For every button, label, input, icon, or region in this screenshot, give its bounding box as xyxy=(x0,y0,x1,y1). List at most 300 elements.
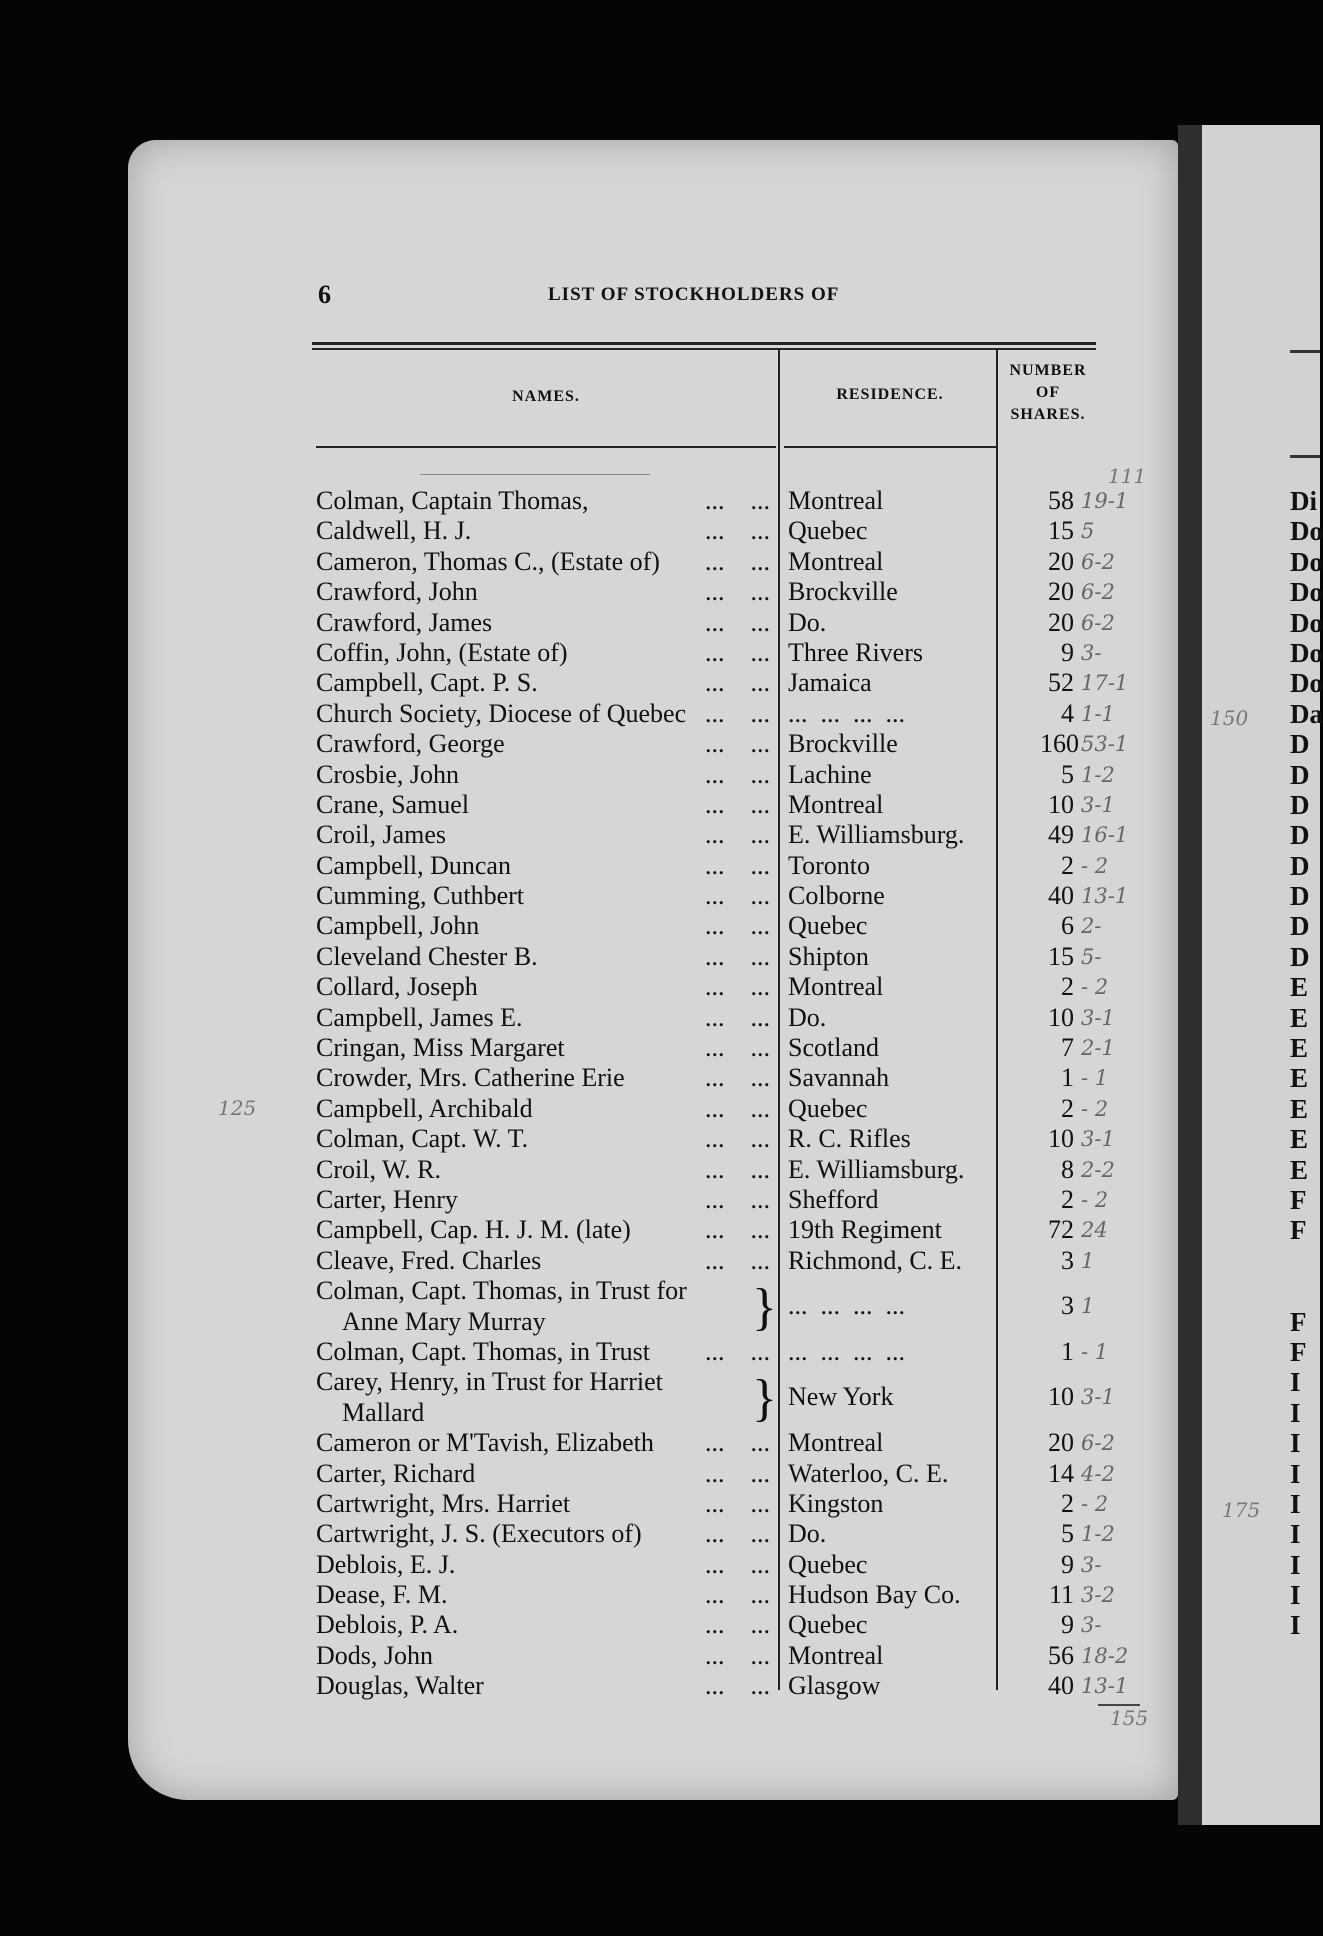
table-row xyxy=(316,1367,1115,1428)
residence-text: Do. xyxy=(788,1519,827,1549)
table-row xyxy=(316,1488,1109,1519)
residence-text: Do. xyxy=(788,1002,827,1032)
share-count: 160 xyxy=(1040,729,1079,759)
stockholder-name-text: Caldwell, H. J. xyxy=(316,516,472,546)
stockholder-name xyxy=(316,577,778,607)
share-count: 6 xyxy=(1061,911,1074,941)
brace-glyph: } xyxy=(752,1370,777,1428)
stockholder-name-text: Crawford, James xyxy=(316,607,493,637)
share-count: 15 xyxy=(1048,516,1074,546)
margin-note-top: 111 xyxy=(1108,464,1147,488)
stockholder-name-text: Carey, Henry, in Trust for Harriet xyxy=(316,1367,663,1397)
running-head: LIST OF STOCKHOLDERS OF xyxy=(548,284,840,305)
leader-dots: ... ... xyxy=(692,1428,770,1458)
share-count: 9 xyxy=(1061,1549,1074,1579)
shares-header-line-3: SHARES. xyxy=(1010,406,1086,423)
leader-dots: ... ... xyxy=(692,911,770,941)
handwritten-note: 3- xyxy=(1081,640,1102,665)
leader-dots: ... ... xyxy=(692,1033,770,1063)
handwritten-note: 3- xyxy=(1081,1613,1102,1638)
handwritten-note: 2-1 xyxy=(1081,1036,1115,1061)
handwritten-note: 1-2 xyxy=(1081,1522,1115,1547)
handwritten-note: 1-1 xyxy=(1081,701,1115,726)
handwritten-note: 3-1 xyxy=(1081,792,1115,817)
facing-page-letter: F xyxy=(1290,1184,1307,1215)
residence-header-rule xyxy=(784,446,996,448)
table-row xyxy=(316,881,1129,911)
facing-page-letter: D xyxy=(1290,759,1310,790)
stockholder-name xyxy=(316,1276,778,1337)
stockholder-name xyxy=(316,942,778,972)
stockholder-name-text: Crowder, Mrs. Catherine Erie xyxy=(316,1063,625,1093)
stockholder-name-text: Campbell, Cap. H. J. M. (late) xyxy=(316,1215,631,1245)
margin-note-right-2: 175 xyxy=(1222,1498,1261,1522)
table-row xyxy=(316,1215,1108,1245)
residence-text: Kingston xyxy=(788,1488,884,1518)
handwritten-note: 13-1 xyxy=(1081,1674,1129,1699)
leader-dots: ... ... ... ... xyxy=(788,698,905,728)
stockholder-name-text: Cumming, Cuthbert xyxy=(316,881,524,911)
facing-page-letter: E xyxy=(1290,1063,1309,1094)
leader-dots: ... ... xyxy=(692,1002,770,1032)
table-row xyxy=(316,668,1129,698)
table-row xyxy=(316,516,1096,546)
residence-column-header: RESIDENCE. xyxy=(836,386,944,403)
facing-page-letter: F xyxy=(1290,1306,1307,1337)
facing-page-letter: Do xyxy=(1290,668,1323,699)
table-row xyxy=(316,850,1109,881)
stockholder-name-text: Cleave, Fred. Charles xyxy=(316,1245,542,1275)
residence-text: Lachine xyxy=(788,759,872,789)
share-count: 58 xyxy=(1048,486,1074,515)
top-rule xyxy=(312,342,1096,345)
share-count: 2 xyxy=(1061,1488,1074,1518)
facing-page-letter: E xyxy=(1290,1124,1309,1155)
facing-page-rule xyxy=(1290,350,1320,353)
leader-dots: ... ... xyxy=(692,607,770,637)
table-row xyxy=(316,1640,1129,1671)
leader-dots: ... ... xyxy=(692,1093,770,1123)
stockholder-name xyxy=(316,1641,778,1671)
share-count: 2 xyxy=(1061,850,1074,880)
residence-text: Hudson Bay Co. xyxy=(788,1580,961,1610)
leader-dots: ... ... xyxy=(692,820,770,850)
facing-page-letter: I xyxy=(1290,1458,1301,1489)
handwritten-note: 6-2 xyxy=(1081,580,1115,605)
residence-text: Shefford xyxy=(788,1184,879,1214)
leader-dots: ... ... xyxy=(692,577,770,607)
handwritten-note: - 1 xyxy=(1081,1066,1109,1091)
table-row xyxy=(316,1184,1109,1215)
residence-text: Richmond, C. E. xyxy=(788,1245,963,1275)
handwritten-note: 13-1 xyxy=(1081,884,1129,909)
leader-dots: ... ... xyxy=(692,759,770,789)
handwritten-note: 24 xyxy=(1081,1218,1108,1243)
stockholder-name-text: Carter, Henry xyxy=(316,1184,458,1214)
handwritten-note: - 2 xyxy=(1081,975,1109,1000)
names-header-rule xyxy=(316,446,776,448)
margin-note-right-1: 150 xyxy=(1210,706,1249,730)
stockholder-name-text: Church Society, Diocese of Quebec xyxy=(316,698,687,728)
residence-text: Jamaica xyxy=(788,668,872,698)
stockholder-name xyxy=(316,911,778,941)
facing-page-letter: I xyxy=(1290,1610,1301,1641)
share-count: 9 xyxy=(1061,1610,1074,1640)
table-row xyxy=(316,486,1129,516)
share-count: 8 xyxy=(1061,1154,1074,1184)
table-row xyxy=(316,1519,1115,1549)
table-row xyxy=(316,759,1115,790)
stockholder-name-text: Colman, Captain Thomas, xyxy=(316,486,589,515)
residence-text: Scotland xyxy=(788,1033,879,1063)
handwritten-note: - 2 xyxy=(1081,1096,1109,1121)
share-count: 5 xyxy=(1061,759,1074,789)
facing-page-letter: I xyxy=(1290,1549,1301,1580)
table-row xyxy=(316,729,1129,759)
stockholder-name-text: Colman, Capt. Thomas, in Trust xyxy=(316,1336,650,1366)
residence-text: R. C. Rifles xyxy=(788,1124,911,1154)
leader-dots: ... ... xyxy=(692,1580,770,1610)
leader-dots: ... ... ... ... xyxy=(788,1291,905,1321)
handwritten-note: 5- xyxy=(1081,944,1102,969)
leader-dots: ... ... xyxy=(692,637,770,667)
stockholder-name xyxy=(316,1124,778,1154)
share-count: 10 xyxy=(1048,789,1074,819)
share-count: 20 xyxy=(1048,546,1074,576)
handwritten-note: - 1 xyxy=(1081,1339,1109,1364)
stockholder-list xyxy=(316,486,1129,1702)
stockholder-name xyxy=(316,1550,778,1580)
share-count: 5 xyxy=(1061,1519,1074,1549)
leader-dots: ... ... xyxy=(692,1549,770,1579)
table-row xyxy=(316,1458,1115,1489)
residence-text: Quebec xyxy=(788,911,868,941)
handwritten-note: 19-1 xyxy=(1081,489,1129,513)
facing-page-letter: E xyxy=(1290,1002,1309,1033)
ornament-rule xyxy=(420,474,650,475)
stockholder-name xyxy=(316,1519,778,1549)
table-row xyxy=(316,972,1109,1002)
stockholder-name xyxy=(316,668,778,698)
residence-text: Colborne xyxy=(788,881,885,911)
leader-dots: ... ... xyxy=(692,1336,770,1366)
stockholder-name-text: Croil, James xyxy=(316,820,446,850)
handwritten-note: - 2 xyxy=(1081,1187,1109,1212)
table-row xyxy=(316,911,1102,941)
facing-page-rule xyxy=(1290,455,1320,458)
facing-page-letter: I xyxy=(1290,1580,1301,1611)
stockholder-name-text: Dods, John xyxy=(316,1640,434,1670)
table-row xyxy=(316,1033,1115,1063)
share-count: 52 xyxy=(1048,668,1074,698)
handwritten-note: 2- xyxy=(1081,914,1102,939)
handwritten-note: 3- xyxy=(1081,1552,1102,1577)
residence-text: Montreal xyxy=(788,486,884,515)
facing-page-letter: I xyxy=(1290,1488,1301,1519)
share-count: 10 xyxy=(1048,1124,1074,1154)
stockholder-name xyxy=(316,1337,778,1367)
stockholder-name xyxy=(316,1063,778,1093)
stockholder-name xyxy=(316,1610,778,1640)
residence-text: Montreal xyxy=(788,546,884,576)
margin-note-left: 125 xyxy=(218,1096,257,1120)
table-row xyxy=(316,820,1129,850)
handwritten-note: 3-2 xyxy=(1081,1583,1115,1608)
residence-text: Glasgow xyxy=(788,1671,881,1701)
share-count: 56 xyxy=(1048,1640,1074,1670)
share-count: 3 xyxy=(1061,1245,1074,1275)
share-count: 20 xyxy=(1048,577,1074,607)
table-row xyxy=(316,1002,1115,1033)
facing-page-letter: D xyxy=(1290,729,1310,760)
stockholder-name-text: Deblois, P. A. xyxy=(316,1610,459,1640)
leader-dots: ... ... xyxy=(692,729,770,759)
stockholder-name xyxy=(316,699,778,729)
table-row xyxy=(316,1093,1109,1124)
leader-dots: ... ... xyxy=(692,546,770,576)
stockholder-name xyxy=(316,851,778,881)
table-row xyxy=(316,1610,1102,1640)
leader-dots: ... ... xyxy=(692,1184,770,1214)
handwritten-note: 1 xyxy=(1081,1294,1095,1319)
residence-text: Savannah xyxy=(788,1063,890,1093)
names-column-header: NAMES. xyxy=(512,388,580,405)
stockholder-name xyxy=(316,1367,778,1428)
handwritten-note: 6-2 xyxy=(1081,610,1115,635)
residence-text: Montreal xyxy=(788,972,884,1002)
residence-text: Shipton xyxy=(788,941,869,971)
leader-dots: ... ... xyxy=(692,486,770,515)
share-count: 20 xyxy=(1048,607,1074,637)
handwritten-note: 18-2 xyxy=(1081,1643,1129,1668)
share-count: 14 xyxy=(1048,1458,1074,1488)
facing-page-letter: I xyxy=(1290,1367,1301,1398)
residence-text: Montreal xyxy=(788,789,884,819)
stockholder-name-text: Campbell, Duncan xyxy=(316,850,511,880)
residence-text: Three Rivers xyxy=(788,637,924,667)
stockholder-name xyxy=(316,486,778,516)
residence-text: Toronto xyxy=(788,850,870,880)
shares-header-line-2: OF xyxy=(1035,384,1061,401)
stockholder-name xyxy=(316,1094,778,1124)
facing-page-letter: Di xyxy=(1290,486,1317,516)
facing-page-letter: Da xyxy=(1290,698,1323,729)
share-count: 10 xyxy=(1048,1382,1074,1412)
stockholder-name xyxy=(316,729,778,759)
facing-page-letter: I xyxy=(1290,1397,1301,1428)
margin-note-total: 155 xyxy=(1110,1706,1149,1730)
residence-text: New York xyxy=(788,1382,894,1412)
stockholder-name-text: Crane, Samuel xyxy=(316,789,470,819)
facing-page-letter: I xyxy=(1290,1428,1301,1459)
handwritten-note: 17-1 xyxy=(1081,671,1129,696)
share-count: 10 xyxy=(1048,1002,1074,1032)
leader-dots: ... ... xyxy=(692,972,770,1002)
table-row xyxy=(316,637,1102,668)
stockholder-name-text: Crawford, George xyxy=(316,729,505,759)
facing-page-letter: F xyxy=(1290,1215,1307,1246)
stockholder-name xyxy=(316,972,778,1002)
leader-dots: ... ... xyxy=(692,1671,770,1701)
brace-glyph: } xyxy=(752,1279,777,1337)
leader-dots: ... ... xyxy=(692,850,770,880)
handwritten-note: 6-2 xyxy=(1081,1431,1115,1456)
share-count: 2 xyxy=(1061,1093,1074,1123)
stockholder-name-text: Cartwright, J. S. (Executors of) xyxy=(316,1519,642,1549)
stockholder-name-text: Dease, F. M. xyxy=(316,1580,448,1610)
stockholder-name-text: Cartwright, Mrs. Harriet xyxy=(316,1488,571,1518)
residence-text: Montreal xyxy=(788,1428,884,1458)
table-row xyxy=(316,577,1115,607)
handwritten-note: 16-1 xyxy=(1081,823,1129,848)
facing-page-letter: E xyxy=(1290,1154,1309,1185)
stockholder-name-text: Colman, Capt. W. T. xyxy=(316,1124,529,1154)
leader-dots: ... ... xyxy=(692,1640,770,1670)
stockholder-name-text: Campbell, John xyxy=(316,911,480,941)
stockholder-name-text: Colman, Capt. Thomas, in Trust for xyxy=(316,1276,687,1306)
stockholder-name-text: Cameron, Thomas C., (Estate of) xyxy=(316,546,660,576)
table-row xyxy=(316,1336,1109,1367)
share-count: 9 xyxy=(1061,637,1074,667)
stockholder-name xyxy=(316,1033,778,1063)
handwritten-note: 1-2 xyxy=(1081,762,1115,787)
facing-page-letter: D xyxy=(1290,850,1310,881)
table-row xyxy=(316,941,1102,972)
stockholder-name-text: Collard, Joseph xyxy=(316,972,478,1002)
facing-page-letter: D xyxy=(1290,820,1310,851)
leader-dots: ... ... xyxy=(692,1245,770,1275)
facing-page-letter: Do xyxy=(1290,546,1323,577)
facing-page-letter: D xyxy=(1290,911,1310,942)
residence-text: E. Williamsburg. xyxy=(788,820,965,850)
facing-page-letter: Do xyxy=(1290,637,1323,668)
handwritten-note: 3-1 xyxy=(1081,1385,1115,1410)
leader-dots: ... ... xyxy=(692,516,770,546)
handwritten-note: 6-2 xyxy=(1081,549,1115,574)
residence-text: Do. xyxy=(788,607,827,637)
share-count: 7 xyxy=(1061,1033,1074,1063)
handwritten-note: 3-1 xyxy=(1081,1127,1115,1152)
handwritten-note: - 2 xyxy=(1081,1491,1109,1516)
share-count: 20 xyxy=(1048,1428,1074,1458)
leader-dots: ... ... xyxy=(692,881,770,911)
stockholder-name-text: Cringan, Miss Margaret xyxy=(316,1033,565,1063)
facing-page-letter: D xyxy=(1290,881,1310,912)
leader-dots: ... ... xyxy=(692,698,770,728)
stockholder-name-text: Cameron or M'Tavish, Elizabeth xyxy=(316,1428,654,1458)
stockholder-name-text: Crosbie, John xyxy=(316,759,459,789)
share-count: 40 xyxy=(1048,1671,1074,1701)
stockholder-name xyxy=(316,790,778,820)
share-count: 1 xyxy=(1061,1336,1074,1366)
facing-page-letter: E xyxy=(1290,1033,1309,1064)
stockholder-name xyxy=(316,1459,778,1489)
facing-page-letter: F xyxy=(1290,1336,1307,1367)
stockholder-name-text: Campbell, Archibald xyxy=(316,1093,533,1123)
facing-page-letter: Do xyxy=(1290,607,1323,638)
stockholder-name xyxy=(316,608,778,638)
residence-text: E. Williamsburg. xyxy=(788,1154,965,1184)
stockholder-name xyxy=(316,638,778,668)
share-count: 49 xyxy=(1048,820,1074,850)
handwritten-note: 1 xyxy=(1081,1248,1095,1273)
table-row xyxy=(316,1154,1115,1185)
handwritten-note: 53-1 xyxy=(1081,732,1129,757)
top-rule-thin xyxy=(312,348,1096,350)
residence-text: Brockville xyxy=(788,729,898,759)
shares-header-line-1: NUMBER xyxy=(1009,362,1087,379)
share-count: 2 xyxy=(1061,1184,1074,1214)
residence-text: Brockville xyxy=(788,577,898,607)
facing-page-letter: E xyxy=(1290,972,1309,1003)
stockholder-name-text: Douglas, Walter xyxy=(316,1671,484,1701)
share-count: 1 xyxy=(1061,1063,1074,1093)
share-count: 11 xyxy=(1048,1580,1074,1610)
facing-page-letter: I xyxy=(1290,1519,1301,1550)
stockholder-name-text: Coffin, John, (Estate of) xyxy=(316,637,568,667)
stockholder-name-text: Deblois, E. J. xyxy=(316,1549,456,1579)
facing-page-letter: D xyxy=(1290,789,1310,820)
stockholder-name xyxy=(316,516,778,546)
handwritten-note: 4-2 xyxy=(1081,1461,1115,1486)
table-row xyxy=(316,789,1115,820)
table-row xyxy=(316,607,1115,638)
table-row xyxy=(316,698,1115,729)
share-count: 3 xyxy=(1061,1291,1074,1321)
stockholder-name-text: Carter, Richard xyxy=(316,1458,476,1488)
share-count: 2 xyxy=(1061,972,1074,1002)
leader-dots: ... ... xyxy=(692,1063,770,1093)
handwritten-note: 2-2 xyxy=(1081,1157,1115,1182)
stockholder-name xyxy=(316,1215,778,1245)
leader-dots: ... ... xyxy=(692,1215,770,1245)
residence-text: Montreal xyxy=(788,1640,884,1670)
facing-page-letter: Do xyxy=(1290,516,1323,547)
leader-dots: ... ... xyxy=(692,941,770,971)
stockholder-name xyxy=(316,820,778,850)
stockholder-name xyxy=(316,1185,778,1215)
share-count: 15 xyxy=(1048,941,1074,971)
residence-text: Quebec xyxy=(788,1610,868,1640)
table-row xyxy=(316,1276,1096,1337)
table-row xyxy=(316,1671,1129,1701)
stockholder-name-continued: Anne Mary Murray xyxy=(342,1306,546,1336)
stockholder-name xyxy=(316,1671,778,1701)
handwritten-note: 5 xyxy=(1081,519,1095,544)
leader-dots: ... ... xyxy=(692,1124,770,1154)
table-row xyxy=(316,1124,1115,1154)
facing-page-letter: E xyxy=(1290,1093,1309,1124)
page-number: 6 xyxy=(318,280,331,309)
stockholder-name-text: Crawford, John xyxy=(316,577,478,607)
shares-column-header xyxy=(998,360,1098,426)
share-count: 40 xyxy=(1048,881,1074,911)
leader-dots: ... ... xyxy=(692,789,770,819)
leader-dots: ... ... xyxy=(692,1488,770,1518)
share-count: 4 xyxy=(1061,698,1074,728)
facing-page-letter: D xyxy=(1290,941,1310,972)
stockholder-name xyxy=(316,881,778,911)
stockholder-name xyxy=(316,1580,778,1610)
stockholder-name-text: Cleveland Chester B. xyxy=(316,941,538,971)
stockholder-name xyxy=(316,760,778,790)
stockholder-name-text: Campbell, James E. xyxy=(316,1002,523,1032)
stockholder-name-text: Campbell, Capt. P. S. xyxy=(316,668,538,698)
residence-text: Quebec xyxy=(788,516,868,546)
leader-dots: ... ... xyxy=(692,1458,770,1488)
stockholder-name xyxy=(316,1003,778,1033)
leader-dots: ... ... ... ... xyxy=(788,1336,905,1366)
